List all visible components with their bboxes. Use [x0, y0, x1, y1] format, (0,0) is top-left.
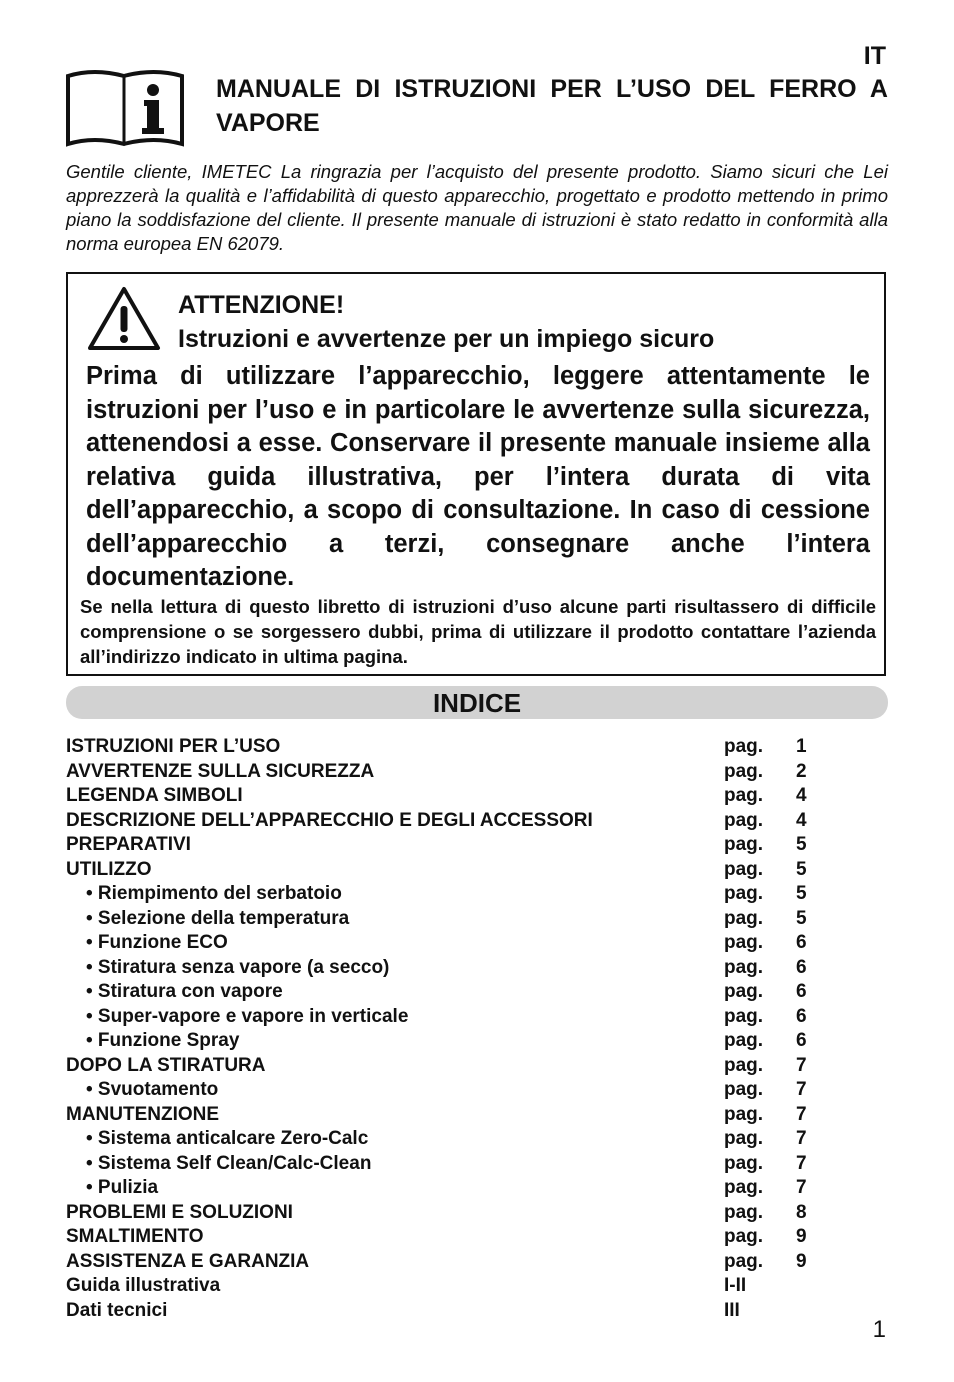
toc-label: • Riempimento del serbatoio [86, 883, 342, 904]
toc-page-number: 7 [796, 1152, 807, 1174]
toc-row [66, 760, 826, 785]
toc-label: DOPO LA STIRATURA [66, 1054, 266, 1076]
toc-page-number: 6 [796, 981, 807, 1002]
toc-page-prefix: I-II [724, 1275, 747, 1296]
toc-page-prefix: pag. [724, 1250, 764, 1272]
toc-page-prefix: pag. [724, 1005, 764, 1027]
toc-row [66, 882, 826, 907]
toc-page-prefix: pag. [724, 1079, 764, 1100]
toc-label: AVVERTENZE SULLA SICUREZZA [66, 760, 375, 782]
toc-row [66, 1176, 826, 1201]
toc-page-number: 7 [796, 1128, 807, 1149]
toc-page-prefix: pag. [724, 907, 764, 929]
warning-main-text: Prima di utilizzare l’apparecchio, leggere attentamente le istruzioni per l’uso e in particolare le avvertenze sulla sicurezza, attenendosi a esse. Conservare il presente manuale insieme alla relativa guida illustrativa, per l’intera durata di vita dell’apparecchio, a scopo di consultazione. In caso di cessione dell’apparecchio a terzi, consegnare anche l’intera documentazione. [86, 362, 870, 591]
toc-page-number: 7 [796, 1103, 807, 1125]
toc-page-number: 2 [796, 760, 807, 782]
toc-page-prefix: pag. [724, 981, 764, 1002]
toc-label: DESCRIZIONE DELL’APPARECCHIO E DEGLI ACCESSORI [66, 809, 593, 831]
toc-row [66, 1005, 826, 1030]
toc-page-prefix: pag. [724, 785, 764, 806]
index-heading: INDICE [66, 686, 888, 719]
toc-page-number: 8 [796, 1201, 807, 1223]
toc-row [66, 1127, 826, 1152]
toc-row [66, 1078, 826, 1103]
toc-page-number: 5 [796, 883, 807, 904]
toc-page-prefix: pag. [724, 858, 764, 880]
toc-row [66, 833, 826, 858]
toc-page-number: 7 [796, 1177, 807, 1198]
toc-page-number: 5 [796, 834, 807, 855]
toc-page-prefix: pag. [724, 932, 764, 953]
toc-page-prefix: III [724, 1299, 740, 1321]
toc-row [66, 1250, 826, 1275]
toc-page-number: 4 [796, 809, 807, 831]
toc-label: • Funzione ECO [86, 932, 228, 953]
toc-page-prefix: pag. [724, 809, 764, 831]
toc-page-number: 7 [796, 1054, 807, 1076]
toc-label: SMALTIMENTO [66, 1226, 204, 1247]
toc-page-number: 6 [796, 1005, 807, 1027]
toc-label: • Super-vapore e vapore in verticale [86, 1005, 409, 1027]
toc-page-number: 7 [796, 1079, 807, 1100]
toc-row [66, 735, 826, 760]
toc-page-prefix: pag. [724, 1128, 764, 1149]
table-of-contents [66, 735, 826, 1323]
toc-row [66, 784, 826, 809]
toc-page-number: 5 [796, 858, 807, 880]
toc-row [66, 1299, 826, 1324]
toc-label: Dati tecnici [66, 1299, 168, 1321]
toc-label: • Stiratura senza vapore (a secco) [86, 956, 390, 978]
warning-heading-block [178, 288, 714, 356]
toc-label: • Funzione Spray [86, 1030, 240, 1051]
toc-label: PROBLEMI E SOLUZIONI [66, 1201, 293, 1223]
toc-page-number: 6 [796, 1030, 807, 1051]
toc-page-prefix: pag. [724, 1152, 764, 1174]
toc-label: • Svuotamento [86, 1079, 219, 1100]
toc-label: ASSISTENZA E GARANZIA [66, 1250, 310, 1272]
toc-row [66, 931, 826, 956]
toc-page-prefix: pag. [724, 1226, 764, 1247]
toc-label: • Pulizia [86, 1177, 159, 1198]
toc-page-number: 6 [796, 932, 807, 953]
toc-page-prefix: pag. [724, 834, 764, 855]
warning-note-text: Se nella lettura di questo libretto di istruzioni d’uso alcune parti risultassero di difficile comprensione o se sorgessero dubbi, prima di utilizzare il prodotto contattare l’azienda all’indirizzo indicato in ultima pagina. [80, 596, 876, 667]
toc-page-prefix: pag. [724, 1201, 764, 1223]
toc-page-number: 9 [796, 1250, 807, 1272]
toc-row [66, 1103, 826, 1128]
page-number: 1 [872, 1316, 886, 1343]
toc-page-number: 1 [796, 736, 807, 757]
toc-row [66, 907, 826, 932]
manual-info-icon [64, 66, 186, 150]
toc-label: • Stiratura con vapore [86, 981, 283, 1002]
warning-triangle-icon [86, 284, 162, 352]
toc-page-number: 9 [796, 1226, 807, 1247]
toc-label: Guida illustrativa [66, 1275, 221, 1296]
language-code: IT [863, 42, 886, 70]
toc-label: • Sistema Self Clean/Calc-Clean [86, 1152, 372, 1174]
toc-row [66, 1054, 826, 1079]
toc-label: LEGENDA SIMBOLI [66, 785, 243, 806]
toc-page-number: 5 [796, 907, 807, 929]
toc-page-prefix: pag. [724, 760, 764, 782]
toc-row [66, 1225, 826, 1250]
safety-warning-box [66, 272, 886, 676]
toc-row [66, 809, 826, 834]
toc-row [66, 1152, 826, 1177]
toc-page-prefix: pag. [724, 1030, 764, 1051]
toc-page-prefix: pag. [724, 883, 764, 904]
toc-page-prefix: pag. [724, 1177, 764, 1198]
toc-row [66, 1201, 826, 1226]
toc-row [66, 1274, 826, 1299]
toc-label: • Sistema anticalcare Zero-Calc [86, 1128, 369, 1149]
toc-label: ISTRUZIONI PER L’USO [66, 736, 281, 757]
toc-label: PREPARATIVI [66, 834, 191, 855]
toc-row [66, 1029, 826, 1054]
toc-label: • Selezione della temperatura [86, 907, 350, 929]
toc-page-number: 6 [796, 956, 807, 978]
toc-page-number: 4 [796, 785, 807, 806]
toc-row [66, 956, 826, 981]
intro-paragraph: Gentile cliente, IMETEC La ringrazia per l’acquisto del presente prodotto. Siamo sicuri che Lei apprezzerà la qualità e l’affidabilità di questo apparecchio, progettato e prodotto mettendo in primo piano la soddisfazione del cliente. Il presente manuale di istruzioni è stato redatto in conformità alla norma europea EN 62079. [66, 161, 888, 254]
toc-label: MANUTENZIONE [66, 1103, 220, 1125]
toc-row [66, 980, 826, 1005]
warning-subheading: Istruzioni e avvertenze per un impiego sicuro [178, 325, 715, 353]
toc-page-prefix: pag. [724, 736, 764, 757]
toc-label: UTILIZZO [66, 858, 152, 880]
toc-row [66, 858, 826, 883]
toc-page-prefix: pag. [724, 956, 764, 978]
toc-page-prefix: pag. [724, 1054, 764, 1076]
warning-heading: ATTENZIONE! [178, 291, 345, 319]
toc-page-prefix: pag. [724, 1103, 764, 1125]
manual-title: MANUALE DI ISTRUZIONI PER L’USO DEL FERRO A VAPORE [216, 75, 888, 137]
